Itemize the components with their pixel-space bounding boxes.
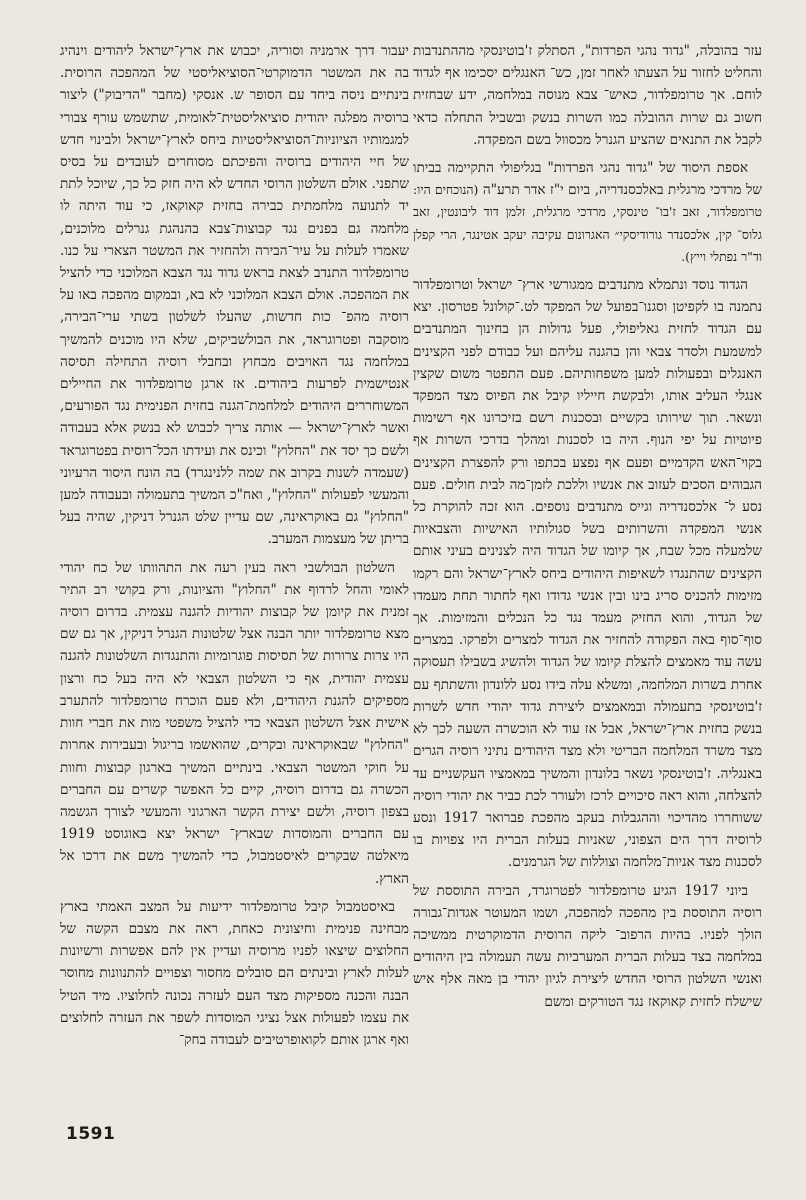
- paragraph: יעבור דרך ארמניה וסוריה, יכבוש את ארץ־ישראל ליהודים וינהיג בה את המשטר הדמוקרטי־הסוציאליסטי של המהפכה הרוסית. בינתיים ניסה ביחד עם הסופר ש. אנסקי (מחבר "הדיבוק") ליצור ברוסיה מפלגה יהודית סוציאליסטית־לאומית, שתשמש עורף צבורי למגמותיו הציוניות־הסוציאליסטיות ביחס לארץ־ישראל ולבינוי חדש של חיי היהודים ברוסיה והפיכתם מסוחרים לעובדים על בסיס שתפני. אולם השלטון הרוסי החדש לא היה חזק כל כך, שיוכל לתת יד לתנועה מלחמתית כבירה בחזית קאוקאז, כי עוד היתה לו מלחמה גם בפנים נגד קבוצות־צבא בהנהגת גנרלים מלוכנים, שאמרו לעלות על עיר־הבירה ולהחזיר את המשטר הצארי על כנו. טרומפלדור התנדב לצאת בראש גדוד נגד הצבא המלוכני כדי להציל את המהפכה. אולם הצבא המלוכני לא בא, ובמקום מהפכה באו על רוסיה מהפ־ כות חדשות, שהעלו לשלטון בשתי ערי־הבירה, מוסקבה ופטרוגראד, את הבולשביקים, שלא היו מוכנים להמשיך במלחמה נגד האויבים מבחוץ ובחבלי רוסיה התחילה תסיסה אנטישמית לפרעות ביהודים. אז ארגן טרומפלדור את החיילים המשוחררים היהודים למלחמת־הגנה בחזית הפנימית נגד הפורעים, ואשר לארץ־ישראל — אותה צריך לכבוש לא בנשק אלא בעבודה ולשם כך יסד את "החלוץ" וכינס את ועידתו הכל־רוסית בפטרוגראד (שעמדה לשנות בקרוב את שמה ללנינגרד) בה הונח היסוד הרעיוני והמעשי לפעולות "החלוץ", ואח"כ המשיך בתעמולה ובעבודה למען "החלוץ" גם באוקראינה, שם עדיין שלט הגנרל דניקין, שהיה בעל בריתן של מעצמות המערב.: [60, 43, 409, 548]
- text-column-left: [60, 40, 409, 1120]
- text-column-right: [413, 40, 762, 1120]
- paragraph: הגדוד נוסד ונתמלא מתנדבים ממגורשי ארץ־ ישראל וטרומפלדור נתמנה בו לקפיטן וסגנו־בפועל של המפקד לט.־קולונל פטרסון. יצא עם הגדוד לחזית גאליפולי, פעל גדולות הן בחינוך המתנדבים למשמעת ולסדר צבאי והן בהגנה עליהם ועל כבודם לפני הקצינים האנגלים ובפעולות למען משפחותיהם. פעם התפטר משום שקצין אנגלי העליב אותו, ולבקשת חייליו קיבל את הפיוס מצד המפקד ונשאר. תוך שירותו בקשיים ובסכנות רשם בזיכרונו אף רשימות פיוטיות על יפי הנוף. היה בו לסכנות ומהלך בדרכי השרות אף בקוי־האש הקדמיים ופעם אף נפצע בכתפו ורק להפצרת הקצינים הגבוהים הסכים לעזוב את אנשיו וללכת לזמן־מה לבית חולים. פעם נסע ל־ אלכסנדריה וגייס מתנדבים נוספים. הוא זכה להוקרת כל אנשי המפקדה והשרותים בשל סגולותיו האישיות והצבאיות שלמעלה מכל שבח, אך קיומו של הגדוד היה לצנינים בעיני אותם הקצינים שהתנגדו לשאיפות היהודים ביחס לארץ־ישראל והם רקמו מזימות להכניס סריג בינו ובין אנשי גדודו ואף לחתור תחת מעמדו של הגדוד, והוא החזיק מעמד נגד כל הנכלים והמזימות. אך סוף־סוף באה הפקודה להחזיר את הגדוד למצרים ולפרקו. במצרים עשה עוד מאמצים להצלת קיומו של הגדוד ולהשיג בשבילו תעסוקה אחרת בשרות המלחמה, ומשלא עלה בידו נסע ללונדון והשתתף עם ז'בוטינסקי בתעמולה ובמאמצים ליצירת גדוד יהודי חדש לשרות בנשק בחזית ארץ־ישראל, אבל אז עוד לא הוכשרה השעה לכך לא מצד משרד המלחמה הבריטי ולא מצד היהודים נתיני רוסיה הגרים באנגליה. ז'בוטינסקי נשאר בלונדון והמשיך במאמציו העקשניים עד להצלחה, והוא ראה סיכויים לרכז ולעורר לכת כביר את יהודי רוסיה ששוחררו מהדיכוי וההגבלות בעקב מהפכת פברואר 1917 ונסע לרוסיה דרך הים הצפוני, שאניות בעלות הברית היו צפויות בו לסכנות מצד אניות־מלחמה וצוללות של הגרמנים.: [413, 277, 762, 871]
- paragraph: ביוני 1917 הגיע טרומפלדור לפטרוגרד, הבירה התוססת של רוסיה התוססת בין מהפכה למהפכה, ושמו המעוטר אגדות־גבורה הולך לפניו. בהיות הרפוב־ ליקה הרוסית הדמוקרטית ממשיכה במלחמה בצד בעלות הברית המערביות עשה תעמולה בין היהודים ואנשי השלטון הרוסי החדש ליצירת לגיון יהודי בן מאה אלף איש שישלח לחזית קאוקאז נגד הטורקים ומשם: [413, 882, 762, 1010]
- attendees-note: (הנוכחים היו: טרומפלדור, זאב ז'בו־ טינסקי, מרדכי מרגלית, זלמן דוד ליבונטין, זאב גלוס־ קין, אלכסנדר גורודיסקי״ האגרונום עקיבה יעקב אטינגר, הרי קפלן וד"ר נפתלי וייץ).: [413, 182, 762, 264]
- paragraph: עזר בהובלה, "גדוד נהגי הפרדות", הסתלק ז'בוטינסקי מההתנדבות והחליט לחזור על הצעתו לאחר זמן, כש־ האנגלים יסכימו אף לגדוד לוחם. אך טרומפלדור, כאיש־ צבא מנוסה במלחמה, ידע שבחזית חשוב גם שרות ההובלה כמו השרות בנשק ובשביל התחלה כדאי לקבל את התנאים שהציע הגנרל מכסוול בשם המפקדה.: [413, 43, 762, 148]
- paragraph: השלטון הבולשבי ראה בעין רעה את התהוותו של כח יהודי לאומי והחל לרדוף את "החלוץ" והציונות, ורק בקושי רב התיר זמנית את קיומן של קבוצות יהודיות להגנה עצמית. בדרום רוסיה מצא טרומפלדור יותר הבנה אצל שלטונות הגנרל דניקין, אך גם שם היו צרות צרורות של תסיסות פוגרומיות והתנגדות השלטונות להגנה עצמית יהודית, אף כי השלטון הצבאי לא היה בעל כח ורצון מספיקים להגנת היהודים, ולא פעם הוכרח טרומפלדור להתערב אישית אצל השלטון הצבאי כדי להציל משפטי מות את חברי חוות "החלוץ" שבאוקראינה ובקרים, שהואשמו בריגול ובעבירות אחרות על חוקי המשטר הצבאי. בינתיים המשיך בארגון קבוצות וחוות הכשרה גם בדרום רוסיה, קיים כל האפשר קשרים עם החברים בצפון רוסיה, ולשם יצירת הקשר הארגוני והמעשי לצורך הגשמה עם החברים והמוסדות שבארץ־ ישראל יצא באוגוסט 1919 מיאלטה שבקרים לאיסטמבול, כדי להמשיך משם את דרכו אל הארץ.: [60, 559, 409, 887]
- paragraph: באיסטמבול קיבל טרומפלדור ידיעות על המצב האמתי בארץ מבחינה פנימית וחיצונית כאחת, ראה את מצבם הקשה של החלוצים שיצאו לפניו מרוסיה ועדיין אין להם אפשרות ורשיונות לעלות לארץ ובינתים הם סובלים מחסור וצפויים להתנוונות מחוסר הבנה והכנה מספיקות מצד העם לעזרה נכונה לחלוציו. מיד הטיל את עצמו לפעולות אצל נציגי המוסדות לשפר את העזרה לחלוצים ואף ארגן אותם לקואופרטיבים לעבודה בחק־: [60, 898, 409, 1048]
- paragraph: [413, 157, 762, 268]
- paragraph-text: אספת היסוד של "גדוד נהגי הפרדות" בגליפולי התקיימה בביתו של מרדכי מרגלית באלכסנדריה, ביום י"ז אדר תרע"ה: [413, 160, 762, 199]
- page-number: 1591: [66, 1124, 116, 1144]
